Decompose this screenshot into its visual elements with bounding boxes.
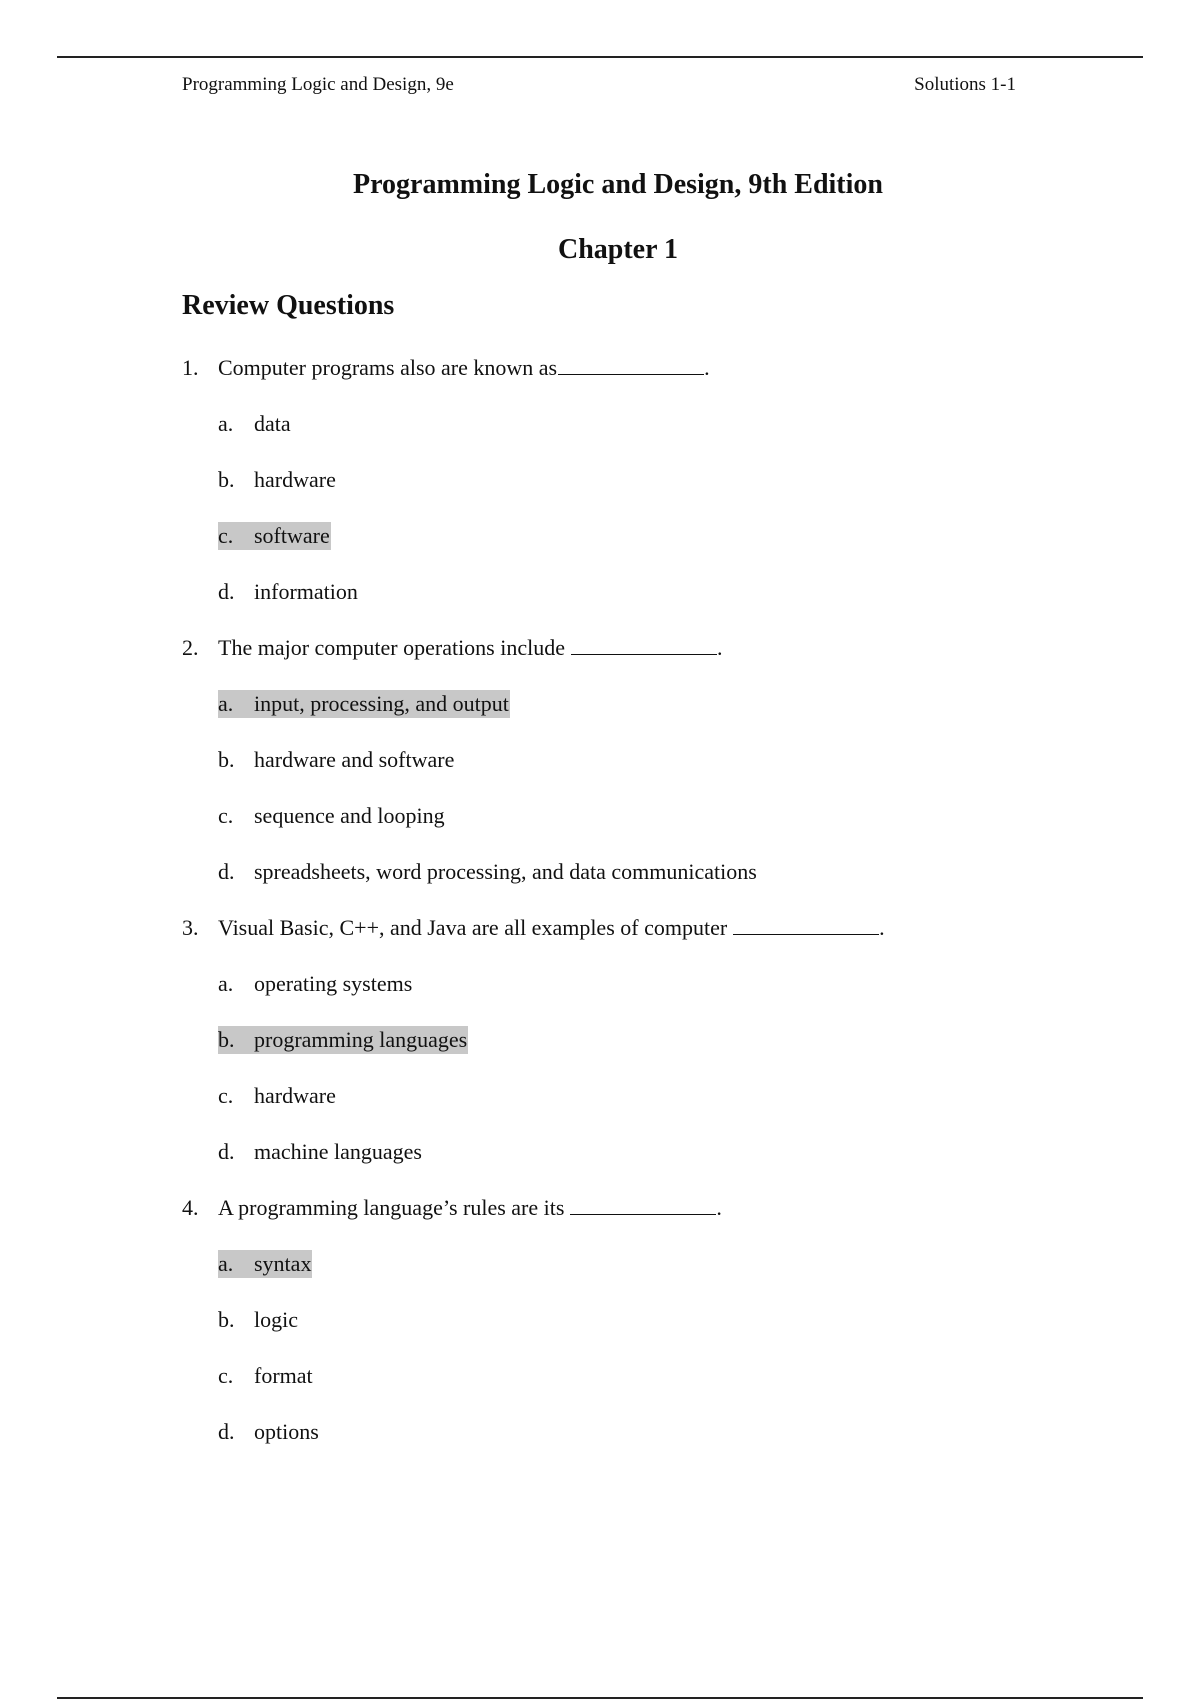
option-content [218, 802, 446, 830]
option-text: hardware [254, 1083, 336, 1108]
option-text: input, processing, and output [254, 691, 509, 716]
option-text: machine languages [254, 1139, 422, 1164]
option-letter: b. [218, 1307, 235, 1332]
option-content [218, 746, 455, 774]
option-1d [182, 574, 1082, 630]
option-letter: d. [218, 859, 235, 884]
option-letter: c. [218, 1363, 234, 1388]
option-text: software [254, 523, 330, 548]
option-letter: a. [218, 411, 234, 436]
option-letter: c. [218, 1083, 234, 1108]
option-content [218, 1306, 299, 1334]
option-letter: a. [218, 1251, 234, 1276]
top-rule [57, 56, 1143, 58]
option-1a [182, 406, 1082, 462]
option-3c [182, 1078, 1082, 1134]
question-number: 2. [182, 635, 199, 660]
question-text: A programming language’s rules are its . [218, 1195, 722, 1220]
option-text: information [254, 579, 358, 604]
question-number: 4. [182, 1195, 199, 1220]
question-text: The major computer operations include . [218, 635, 723, 660]
answer-blank [733, 914, 879, 935]
option-content [218, 1026, 468, 1054]
option-text: spreadsheets, word processing, and data communications [254, 859, 757, 884]
option-4d [182, 1414, 1082, 1470]
option-content [218, 466, 337, 494]
option-letter: b. [218, 467, 235, 492]
option-letter: c. [218, 803, 234, 828]
option-text: format [254, 1363, 313, 1388]
option-content [218, 1250, 312, 1278]
option-3a [182, 966, 1082, 1022]
header-page-label: Solutions 1-1 [914, 74, 1016, 95]
option-text: hardware [254, 467, 336, 492]
option-text: sequence and looping [254, 803, 445, 828]
question-2 [182, 630, 1082, 686]
option-2d [182, 854, 1082, 910]
option-3d [182, 1134, 1082, 1190]
question-text: Visual Basic, C++, and Java are all examples of computer . [218, 915, 885, 940]
question-4 [182, 1190, 1082, 1246]
option-letter: b. [218, 1027, 235, 1052]
option-1c-highlighted [182, 518, 1082, 574]
option-letter: a. [218, 971, 234, 996]
option-letter: b. [218, 747, 235, 772]
option-content [218, 578, 359, 606]
question-number: 3. [182, 915, 199, 940]
section-heading: Review Questions [182, 290, 395, 321]
question-list [182, 350, 1082, 1470]
option-letter: d. [218, 1139, 235, 1164]
question-1 [182, 350, 1082, 406]
option-content [218, 970, 413, 998]
question-text: Computer programs also are known as . [218, 355, 710, 380]
option-text: operating systems [254, 971, 413, 996]
option-4c [182, 1358, 1082, 1414]
option-letter: a. [218, 691, 234, 716]
answer-blank [558, 354, 704, 375]
option-content [218, 1138, 423, 1166]
option-3b-highlighted [182, 1022, 1082, 1078]
option-content [218, 522, 331, 550]
option-text: hardware and software [254, 747, 455, 772]
option-content [218, 1362, 314, 1390]
option-2a-highlighted [182, 686, 1082, 742]
option-content [218, 410, 292, 438]
option-letter: c. [218, 523, 234, 548]
option-text: data [254, 411, 291, 436]
option-2c [182, 798, 1082, 854]
answer-blank [570, 1194, 716, 1215]
option-text: logic [254, 1307, 298, 1332]
option-4b [182, 1302, 1082, 1358]
bottom-rule [57, 1697, 1143, 1699]
option-letter: d. [218, 1419, 235, 1444]
option-letter: d. [218, 579, 235, 604]
option-text: options [254, 1419, 319, 1444]
header-book-title: Programming Logic and Design, 9e [182, 74, 454, 95]
option-4a-highlighted [182, 1246, 1082, 1302]
answer-blank [571, 634, 717, 655]
chapter-title: Chapter 1 [557, 234, 679, 265]
option-content [218, 690, 510, 718]
option-content [218, 858, 758, 886]
option-content [218, 1418, 320, 1446]
running-header [182, 72, 1016, 98]
option-content [218, 1082, 337, 1110]
option-1b [182, 462, 1082, 518]
option-text: programming languages [254, 1027, 468, 1052]
option-2b [182, 742, 1082, 798]
document-title: Programming Logic and Design, 9th Edition [353, 169, 883, 200]
question-3 [182, 910, 1082, 966]
question-number: 1. [182, 355, 199, 380]
option-text: syntax [254, 1251, 312, 1276]
